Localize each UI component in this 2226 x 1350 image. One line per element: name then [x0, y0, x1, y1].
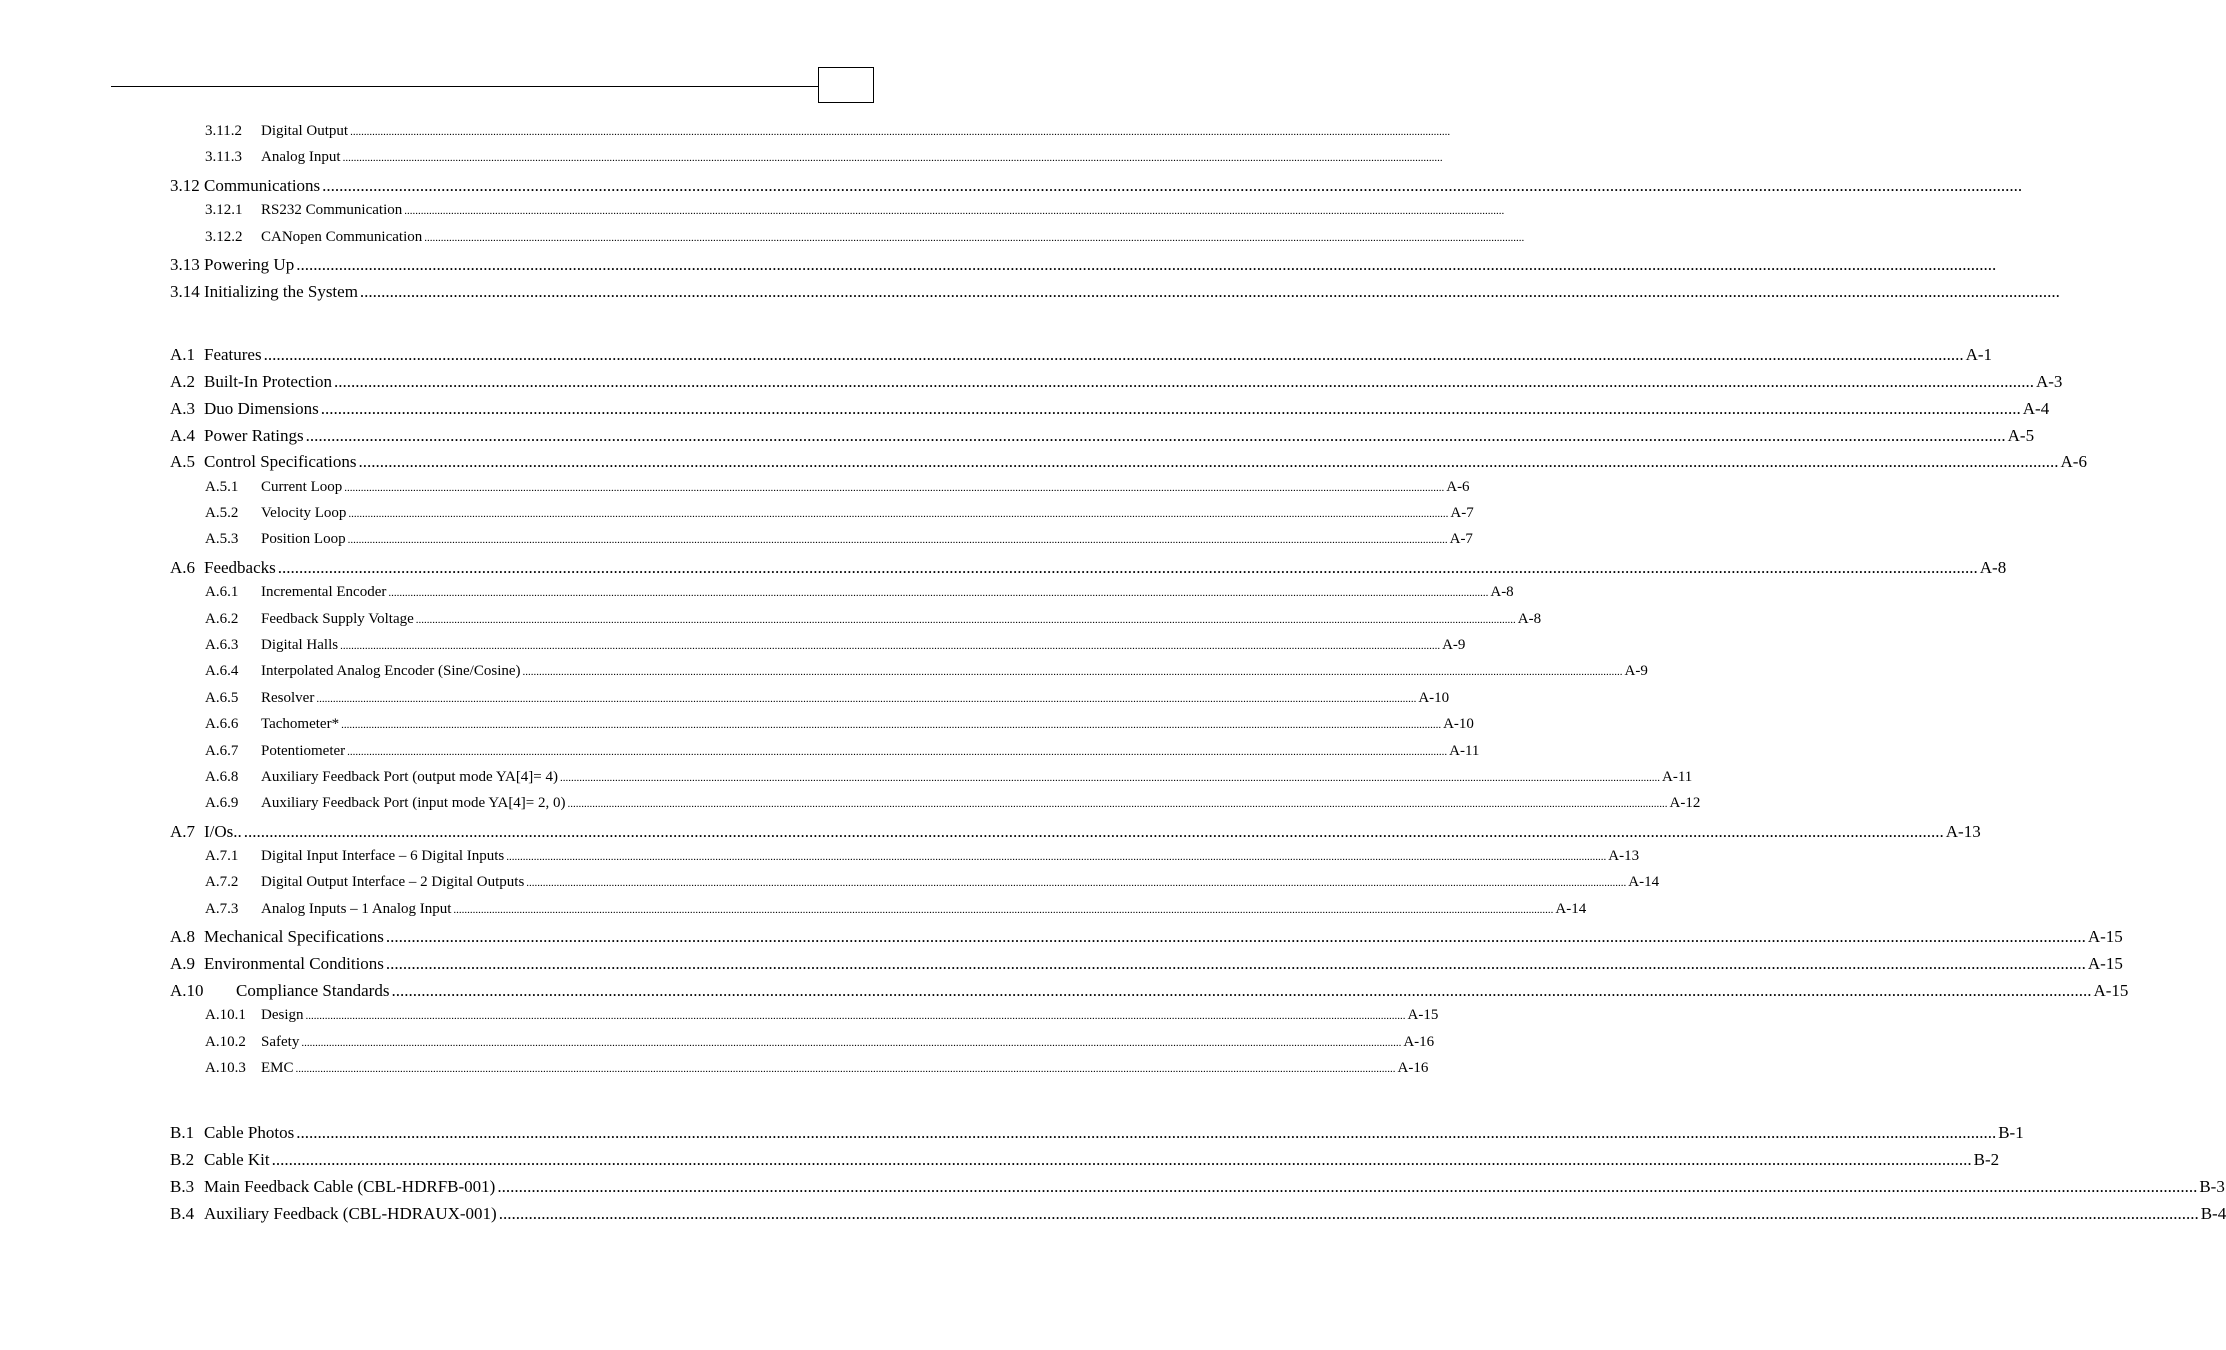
dot-leader: ................................................................................................................................................................................................................................................................................................................................................................................................................: [424, 232, 1525, 244]
toc-entry-page: A-11: [1662, 769, 1693, 785]
toc-entry-title: Velocity Loop: [261, 505, 347, 521]
toc-entry-title: Auxiliary Feedback Port (input mode YA[4]= 2, 0): [261, 795, 566, 811]
dot-leader: ................................................................................................................................................................................................................................................................................................................................................................................................................: [344, 482, 1445, 494]
toc-entry-page: B-3: [2199, 1177, 2225, 1196]
toc-entry[interactable]: [205, 848, 1640, 865]
toc-entry-page: A-9: [1624, 663, 1648, 679]
dot-leader: ................................................................................................................................................................................................................................................................................................................................................................................................................: [497, 1177, 2198, 1196]
toc-entry-number: B.1: [170, 1123, 195, 1142]
dot-leader: ................................................................................................................................................................................................................................................................................................................................................................................................................: [243, 822, 1944, 841]
toc-entry-page: A-7: [1449, 531, 1473, 547]
toc-entry-number: A.6: [170, 558, 196, 577]
dot-leader: ................................................................................................................................................................................................................................................................................................................................................................................................................: [316, 693, 1417, 705]
toc-entry-page: A-10: [1418, 690, 1450, 706]
dot-leader: ................................................................................................................................................................................................................................................................................................................................................................................................................: [388, 587, 1489, 599]
toc-entry-title: Auxiliary Feedback (CBL-HDRAUX-001): [204, 1204, 497, 1223]
toc-entry[interactable]: [205, 1007, 1439, 1024]
toc-entry-page: A-6: [1446, 479, 1470, 495]
toc-entry-number: A.4: [170, 426, 196, 445]
toc-entry[interactable]: [170, 927, 2123, 947]
toc-entry-title: Analog Input: [261, 149, 341, 165]
dot-leader: ................................................................................................................................................................................................................................................................................................................................................................................................................: [340, 640, 1441, 652]
toc-entry[interactable]: [205, 1034, 1435, 1051]
toc-entry-page: A-16: [1403, 1034, 1435, 1050]
toc-entry-number: A.8: [170, 927, 196, 946]
toc-entry[interactable]: [170, 282, 2060, 302]
toc-entry-page: A-8: [1979, 558, 2007, 577]
toc-entry-title: Feedbacks: [204, 558, 276, 577]
toc-entry-number: A.6.5: [205, 690, 239, 706]
dot-leader: ................................................................................................................................................................................................................................................................................................................................................................................................................: [498, 1204, 2199, 1223]
dot-leader: ................................................................................................................................................................................................................................................................................................................................................................................................................: [404, 205, 1505, 217]
toc-entry-number: 3.12.1: [205, 202, 243, 218]
dot-leader: ................................................................................................................................................................................................................................................................................................................................................................................................................: [560, 772, 1661, 784]
toc-entry-number: A.10.1: [205, 1007, 246, 1023]
toc-entry-page: A-9: [1442, 637, 1466, 653]
toc-entry-number: A.5: [170, 452, 196, 471]
toc-entry-number: A.6.2: [205, 611, 239, 627]
dot-leader: ................................................................................................................................................................................................................................................................................................................................................................................................................: [522, 666, 1623, 678]
toc-entry-page: A-8: [1517, 611, 1542, 627]
toc-entry[interactable]: [170, 176, 2023, 196]
toc-entry-title: Main Feedback Cable (CBL-HDRFB-001): [204, 1177, 496, 1196]
toc-entry-page: A-1: [1965, 345, 1993, 364]
toc-entry-title: Tachometer*: [261, 716, 340, 732]
toc-entry[interactable]: [205, 901, 1587, 918]
toc-entry-page: A-6: [2060, 452, 2087, 471]
toc-entry-page: B-2: [1973, 1150, 2000, 1169]
dot-leader: ................................................................................................................................................................................................................................................................................................................................................................................................................: [333, 372, 2034, 391]
toc-entry-title: Analog Inputs – 1 Analog Input: [261, 901, 452, 917]
toc-entry-title: Feedback Supply Voltage: [261, 611, 414, 627]
toc-entry-title: Resolver: [261, 690, 315, 706]
dot-leader: ................................................................................................................................................................................................................................................................................................................................................................................................................: [277, 558, 1978, 577]
toc-entry-page: A-15: [1407, 1007, 1439, 1023]
dot-leader: ................................................................................................................................................................................................................................................................................................................................................................................................................: [453, 904, 1554, 916]
toc-entry-title: Cable Kit: [204, 1150, 270, 1169]
dot-leader: ................................................................................................................................................................................................................................................................................................................................................................................................................: [415, 614, 1516, 626]
dot-leader: ................................................................................................................................................................................................................................................................................................................................................................................................................: [301, 1037, 1402, 1049]
toc-entry-number: B.4: [170, 1204, 195, 1223]
toc-entry-title: Communications: [204, 176, 321, 195]
toc-entry-page: A-5: [2007, 426, 2035, 445]
toc-entry[interactable]: [170, 255, 1997, 275]
toc-entry-page: A-13: [1608, 848, 1640, 864]
dot-leader: ................................................................................................................................................................................................................................................................................................................................................................................................................: [320, 399, 2021, 418]
toc-entry-page: A-15: [2087, 927, 2123, 946]
toc-entry[interactable]: [205, 743, 1480, 760]
toc-entry[interactable]: [205, 229, 1525, 246]
toc-entry-number: A.10.2: [205, 1034, 246, 1050]
toc-entry[interactable]: [205, 479, 1470, 496]
toc-entry[interactable]: [205, 1060, 1429, 1077]
toc-entry-title: Built-In Protection: [204, 372, 332, 391]
toc-entry[interactable]: [205, 795, 1701, 812]
toc-entry-title: Power Ratings: [204, 426, 304, 445]
toc-entry-number: A.7: [170, 822, 196, 841]
toc-entry[interactable]: [205, 769, 1693, 786]
toc-entry-number: 3.11.2: [205, 123, 242, 139]
toc-entry-number: A.9: [170, 954, 196, 973]
toc-entry-number: 3.13: [170, 255, 200, 274]
toc-entry-number: A.6.9: [205, 795, 239, 811]
toc-entry-title: Features: [204, 345, 262, 364]
toc-entry-number: A.6.1: [205, 584, 239, 600]
toc-entry[interactable]: [205, 123, 1451, 140]
toc-entry-title: Design: [261, 1007, 304, 1023]
toc-entry-number: B.3: [170, 1177, 195, 1196]
dot-leader: ................................................................................................................................................................................................................................................................................................................................................................................................................: [359, 282, 2060, 301]
toc-entry-number: A.3: [170, 399, 196, 418]
toc-entry-page: B-1: [1998, 1123, 2024, 1142]
toc-entry-number: A.5.1: [205, 479, 239, 495]
dot-leader: ................................................................................................................................................................................................................................................................................................................................................................................................................: [506, 851, 1607, 863]
toc-entry-title: Interpolated Analog Encoder (Sine/Cosine): [261, 663, 521, 679]
toc-entry-number: A.7.1: [205, 848, 239, 864]
toc-entry[interactable]: [170, 1177, 2225, 1197]
toc-entry[interactable]: [205, 874, 1660, 891]
dot-leader: ................................................................................................................................................................................................................................................................................................................................................................................................................: [305, 1010, 1406, 1022]
toc-entry-title: Environmental Conditions: [204, 954, 384, 973]
toc-entry-title: Compliance Standards: [236, 981, 390, 1000]
toc-entry[interactable]: [205, 149, 1443, 166]
dot-leader: ................................................................................................................................................................................................................................................................................................................................................................................................................: [348, 508, 1449, 520]
dot-leader: ................................................................................................................................................................................................................................................................................................................................................................................................................: [271, 1150, 1972, 1169]
toc-entry-title: Cable Photos: [204, 1123, 295, 1142]
toc-entry[interactable]: [170, 372, 2063, 392]
toc-entry-title: CANopen Communication: [261, 229, 423, 245]
toc-entry-page: A-16: [1397, 1060, 1429, 1076]
dot-leader: ................................................................................................................................................................................................................................................................................................................................................................................................................: [350, 126, 1451, 138]
toc-entry-page: A-14: [1555, 901, 1587, 917]
dot-leader: ................................................................................................................................................................................................................................................................................................................................................................................................................: [305, 426, 2006, 445]
dot-leader: ................................................................................................................................................................................................................................................................................................................................................................................................................: [347, 534, 1448, 546]
toc-entry-number: A.6.3: [205, 637, 239, 653]
toc-entry-title: Initializing the System: [204, 282, 358, 301]
toc-entry-title: Duo Dimensions: [204, 399, 319, 418]
toc-entry[interactable]: [170, 981, 2129, 1001]
toc-entry-page: A-10: [1443, 716, 1474, 732]
toc-entry-number: A.10.3: [205, 1060, 246, 1076]
toc-entry[interactable]: [205, 505, 1474, 522]
dot-leader: ................................................................................................................................................................................................................................................................................................................................................................................................................: [385, 927, 2086, 946]
toc-entry-number: A.5.3: [205, 531, 239, 547]
dot-leader: ................................................................................................................................................................................................................................................................................................................................................................................................................: [358, 452, 2059, 471]
toc-entry-title: Mechanical Specifications: [204, 927, 384, 946]
toc-entry-title: I/Os..: [204, 822, 242, 841]
dot-leader: ................................................................................................................................................................................................................................................................................................................................................................................................................: [296, 255, 1997, 274]
dot-leader: ................................................................................................................................................................................................................................................................................................................................................................................................................: [295, 1063, 1396, 1075]
toc-entry-title: Position Loop: [261, 531, 346, 547]
toc-entry-page: A-3: [2035, 372, 2063, 391]
dot-leader: ................................................................................................................................................................................................................................................................................................................................................................................................................: [385, 954, 2086, 973]
dot-leader: ................................................................................................................................................................................................................................................................................................................................................................................................................: [342, 152, 1443, 164]
dot-leader: ................................................................................................................................................................................................................................................................................................................................................................................................................: [391, 981, 2092, 1000]
toc-entry[interactable]: [170, 954, 2123, 974]
toc-entry[interactable]: [170, 1123, 2024, 1143]
toc-entry-page: A-13: [1945, 822, 1981, 841]
toc-entry-number: 3.14: [170, 282, 200, 301]
toc-entry[interactable]: [170, 558, 2007, 578]
toc-entry[interactable]: [170, 399, 2050, 419]
toc-entry-number: A.10: [170, 981, 204, 1000]
toc-entry[interactable]: [205, 637, 1466, 654]
toc-entry[interactable]: [205, 202, 1505, 219]
toc-entry-number: A.6.7: [205, 743, 239, 759]
toc-entry-title: Digital Output Interface – 2 Digital Outputs: [261, 874, 525, 890]
toc-entry-title: Current Loop: [261, 479, 343, 495]
toc-entry[interactable]: [205, 663, 1648, 680]
toc-entry-title: Powering Up: [204, 255, 295, 274]
dot-leader: ................................................................................................................................................................................................................................................................................................................................................................................................................: [322, 176, 2023, 195]
dot-leader: ................................................................................................................................................................................................................................................................................................................................................................................................................: [263, 345, 1964, 364]
toc-entry-title: RS232 Communication: [261, 202, 403, 218]
toc-entry-title: Auxiliary Feedback Port (output mode YA[4]= 4): [261, 769, 559, 785]
toc-entry[interactable]: [170, 1204, 2226, 1224]
toc-entry-title: Digital Halls: [261, 637, 339, 653]
toc-entry-title: Potentiometer: [261, 743, 346, 759]
toc-entry[interactable]: [170, 822, 1981, 842]
dot-leader: ................................................................................................................................................................................................................................................................................................................................................................................................................: [567, 798, 1668, 810]
toc-entry-page: A-15: [2087, 954, 2123, 973]
toc-entry[interactable]: [170, 1150, 2000, 1170]
toc-entry[interactable]: [170, 452, 2087, 472]
toc-entry-title: Control Specifications: [204, 452, 357, 471]
toc-entry-page: A-11: [1449, 743, 1480, 759]
toc-entry-number: 3.12.2: [205, 229, 243, 245]
toc-entry[interactable]: [170, 426, 2035, 446]
toc-entry-number: 3.11.3: [205, 149, 242, 165]
toc-entry-page: A-8: [1490, 584, 1514, 600]
toc-entry[interactable]: [205, 531, 1473, 548]
dot-leader: ................................................................................................................................................................................................................................................................................................................................................................................................................: [296, 1123, 1997, 1142]
toc-entry-page: B-4: [2200, 1204, 2226, 1223]
dot-leader: ................................................................................................................................................................................................................................................................................................................................................................................................................: [526, 877, 1627, 889]
toc-entry-number: A.2: [170, 372, 196, 391]
dot-leader: ................................................................................................................................................................................................................................................................................................................................................................................................................: [341, 719, 1442, 731]
toc-entry-number: A.7.2: [205, 874, 239, 890]
dot-leader: ................................................................................................................................................................................................................................................................................................................................................................................................................: [347, 746, 1448, 758]
toc-entry-number: B.2: [170, 1150, 195, 1169]
toc-entry-page: A-15: [2093, 981, 2129, 1000]
toc-entry-page: A-14: [1628, 874, 1660, 890]
toc-entry[interactable]: [205, 611, 1542, 628]
toc-entry-page: A-7: [1450, 505, 1474, 521]
toc-entry-page: A-12: [1669, 795, 1701, 811]
toc-entry-title: Digital Input Interface – 6 Digital Inputs: [261, 848, 505, 864]
toc-entry-title: Safety: [261, 1034, 300, 1050]
toc-entry-number: A.6.6: [205, 716, 239, 732]
toc-entry[interactable]: [205, 690, 1450, 707]
toc-entry[interactable]: [170, 345, 1993, 365]
toc-entry-number: A.6.8: [205, 769, 239, 785]
toc-entry-page: A-4: [2022, 399, 2050, 418]
toc-entry-number: A.7.3: [205, 901, 239, 917]
toc-entry[interactable]: [205, 716, 1474, 733]
toc-entry-number: A.6.4: [205, 663, 239, 679]
toc-entry-title: EMC: [261, 1060, 294, 1076]
toc-entry-number: A.1: [170, 345, 196, 364]
toc-entry-number: A.5.2: [205, 505, 239, 521]
toc-entry[interactable]: [205, 584, 1514, 601]
toc-entry-title: Incremental Encoder: [261, 584, 387, 600]
toc-entry-title: Digital Output: [261, 123, 349, 139]
toc-entry-number: 3.12: [170, 176, 200, 195]
